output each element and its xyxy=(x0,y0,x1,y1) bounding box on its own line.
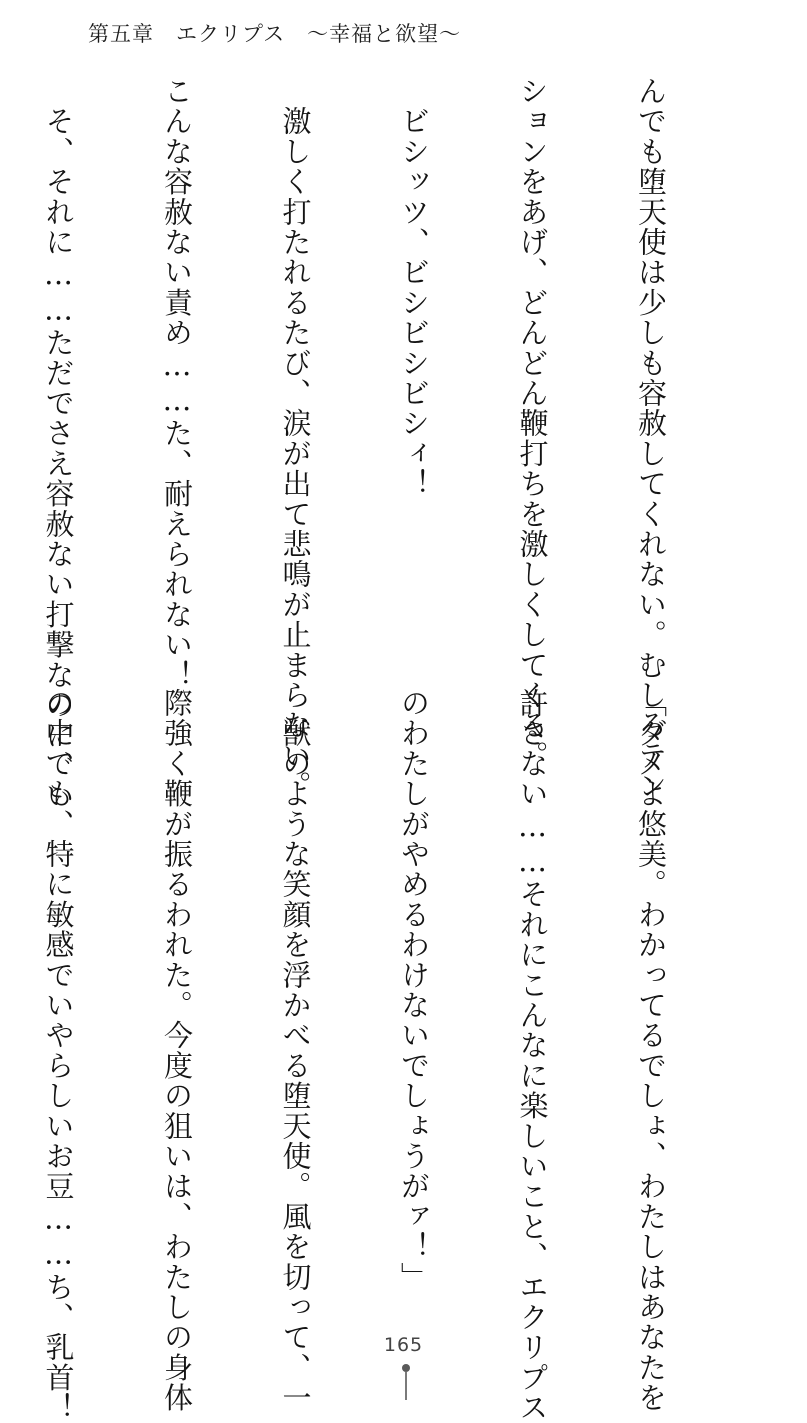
text-line: 際強く鞭が振るわれた。今度の狙いは、わたしの身体 xyxy=(160,688,194,1413)
text-line: そ、それに……ただでさえ容赦ない打撃なのに、い xyxy=(41,76,76,811)
running-head: 第五章 エクリプス ～幸福と欲望～ xyxy=(88,22,462,46)
text-line: の中でも、特に敏感でいやらしいお豆……ち、乳首！ xyxy=(41,688,76,1423)
text-line: 獣のような笑顔を浮かべる堕天使。風を切って、一 xyxy=(278,688,313,1413)
text-line: 激しく打たれるたび、涙が出て悲鳴が止まらない。 xyxy=(278,76,313,801)
text-line: のわたしがやめるわけないでしょうがァ！」 xyxy=(397,688,431,1292)
text-line: ビシッツ、ビシビシビシィ！ xyxy=(397,76,431,499)
ribbon-dot xyxy=(402,1364,410,1372)
page-number: 165 xyxy=(383,1334,424,1356)
bookmark-ribbon-icon xyxy=(402,1364,410,1400)
text-line: 「ダメよ悠美。わかってるでしょ、わたしはあなたを xyxy=(634,688,668,1413)
ribbon-stem xyxy=(405,1372,407,1400)
text-line: ションをあげ、どんどん鞭打ちを激しくしてくる。 xyxy=(515,76,550,771)
text-line: こんな容赦ない責め……た、耐えられない！ xyxy=(160,76,194,690)
text-line: んでも堕天使は少しも容赦してくれない。むしろテン xyxy=(634,76,668,801)
text-line: 許さない……それにこんなに楽しいこと、エクリプス xyxy=(515,688,550,1423)
text-block-upper xyxy=(0,76,749,811)
